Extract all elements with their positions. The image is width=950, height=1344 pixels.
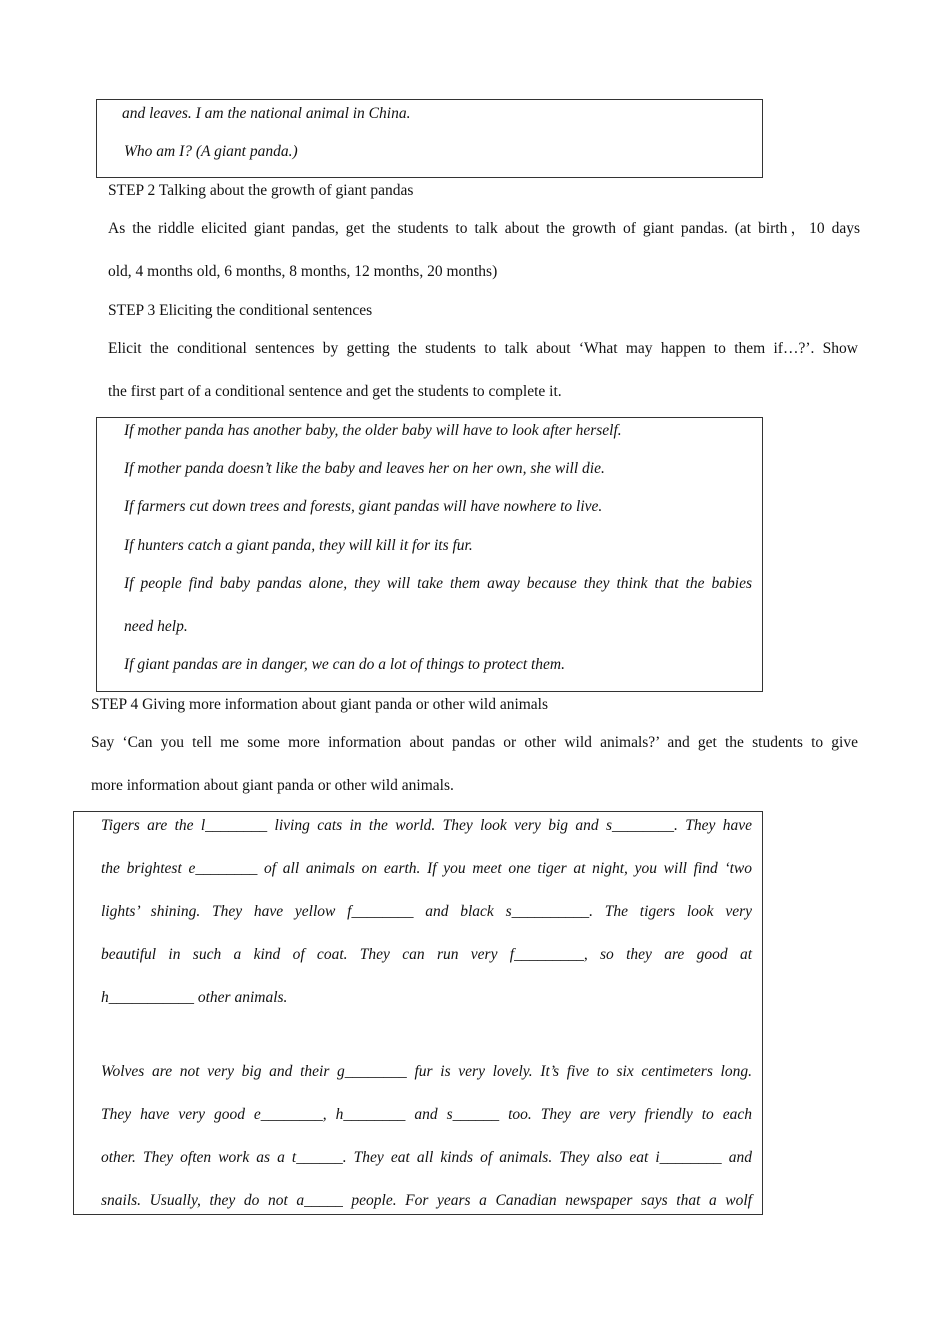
step3-paragraph-line-1: Elicit the conditional sentences by getting the students to talk about ‘What may happen to them if…?’. Show <box>108 340 858 357</box>
step2-paragraph-line-1: As the riddle elicited giant pandas, get the students to talk about the growth of giant pandas. (at birth，10 days <box>108 220 860 237</box>
tigers-cloze-line-2: the brightest e________ of all animals on earth. If you meet one tiger at night, you will find ‘two <box>101 860 752 877</box>
tigers-cloze-line-5: h___________ other animals. <box>101 989 288 1006</box>
step2-paragraph-line-2: old, 4 months old, 6 months, 8 months, 12 months, 20 months) <box>108 263 498 280</box>
step2-heading: STEP 2 Talking about the growth of giant pandas <box>108 182 414 199</box>
conditional-sentence-5-line-2: need help. <box>124 618 188 635</box>
wolves-cloze-line-1: Wolves are not very big and their g________ fur is very lovely. It’s five to six centimeters long. <box>101 1063 752 1080</box>
step3-heading: STEP 3 Eliciting the conditional sentences <box>108 302 373 319</box>
tigers-cloze-line-3: lights’ shining. They have yellow f________ and black s__________. The tigers look very <box>101 903 752 920</box>
tigers-cloze-line-4: beautiful in such a kind of coat. They can run very f_________, so they are good at <box>101 946 752 963</box>
conditional-sentence-3: If farmers cut down trees and forests, giant pandas will have nowhere to live. <box>124 498 603 515</box>
wolves-cloze-line-2: They have very good e________, h________ and s______ too. They are very friendly to each <box>101 1106 752 1123</box>
tigers-cloze-line-1: Tigers are the l________ living cats in the world. They look very big and s________. They have <box>101 817 752 834</box>
step4-paragraph-line-2: more information about giant panda or other wild animals. <box>91 777 454 794</box>
riddle-line-2: Who am I? (A giant panda.) <box>124 143 298 160</box>
conditional-sentence-6: If giant pandas are in danger, we can do a lot of things to protect them. <box>124 656 566 673</box>
conditional-sentence-1: If mother panda has another baby, the older baby will have to look after herself. <box>124 422 622 439</box>
step3-paragraph-line-2: the first part of a conditional sentence and get the students to complete it. <box>108 383 562 400</box>
wolves-cloze-line-4: snails. Usually, they do not a_____ people. For years a Canadian newspaper says that a wolf <box>101 1192 752 1209</box>
conditional-sentence-5-line-1: If people find baby pandas alone, they will take them away because they think that the babies <box>124 575 752 592</box>
conditional-sentence-4: If hunters catch a giant panda, they will kill it for its fur. <box>124 537 473 554</box>
step4-heading: STEP 4 Giving more information about giant panda or other wild animals <box>91 696 549 713</box>
wolves-cloze-line-3: other. They often work as a t______. They eat all kinds of animals. They also eat i________ and <box>101 1149 752 1166</box>
riddle-line-1: and leaves. I am the national animal in China. <box>122 105 411 122</box>
step4-paragraph-line-1: Say ‘Can you tell me some more information about pandas or other wild animals?’ and get the students to give <box>91 734 858 751</box>
conditional-sentence-2: If mother panda doesn’t like the baby and leaves her on her own, she will die. <box>124 460 605 477</box>
